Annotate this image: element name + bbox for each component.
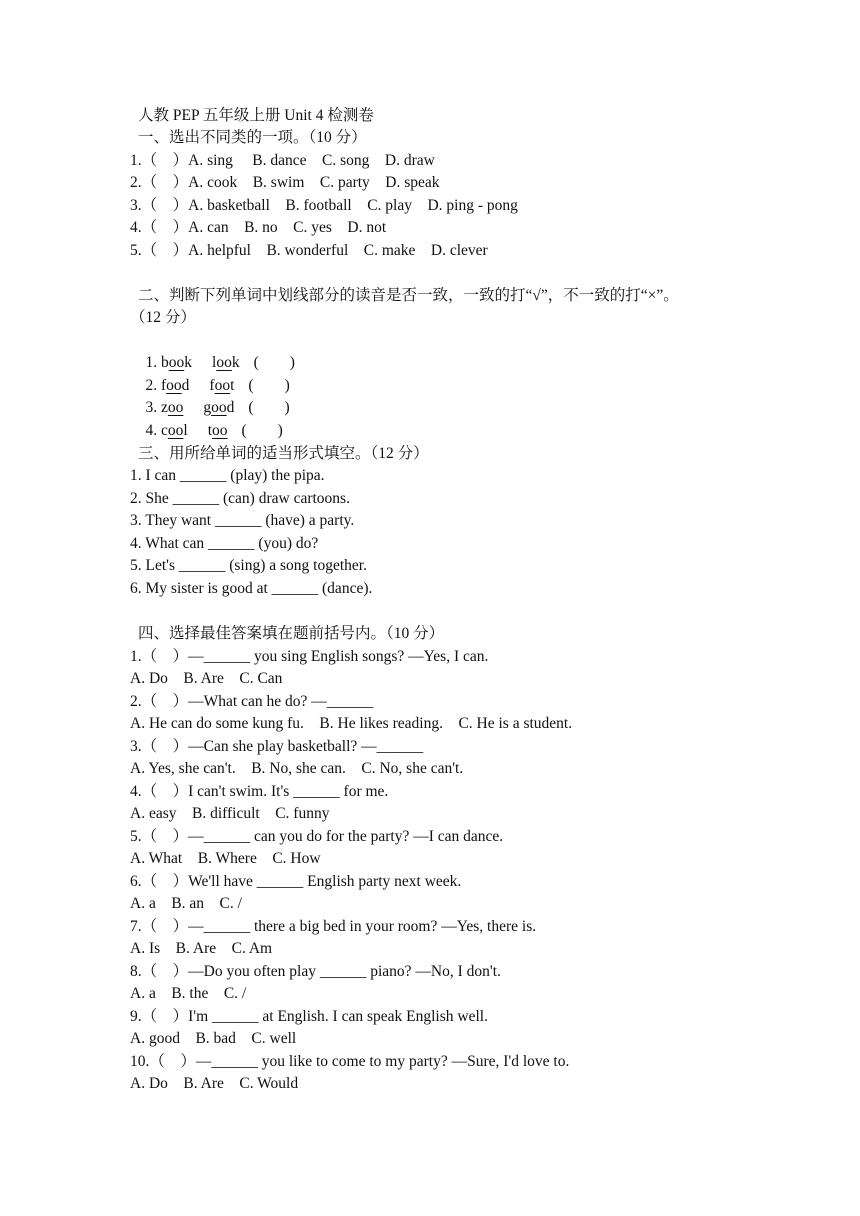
answer-options: A. a B. the C. / <box>130 985 247 1002</box>
answer-brackets: ( ) <box>241 422 283 439</box>
question-item: 8.（ ）—Do you often play ______ piano? —No, I don't. <box>130 963 501 980</box>
answer-brackets: ( ) <box>248 399 290 416</box>
word-2-start: l <box>212 354 217 371</box>
question-item: 6. My sister is good at ______ (dance). <box>130 580 373 597</box>
word-2-underlined: oo <box>216 354 232 371</box>
word-1-underlined: oo <box>168 354 185 371</box>
word-2-start: f <box>209 377 215 394</box>
question-item: 2. She ______ (can) draw cartoons. <box>130 490 350 507</box>
word-2-underlined: oo <box>214 377 231 394</box>
word-1-underlined: oo <box>167 422 184 439</box>
phonics-item <box>130 353 290 394</box>
item-number: 2. <box>145 377 161 394</box>
word-2-start: t <box>207 422 213 439</box>
section-4-heading: 四、选择最佳答案填在题前括号内。（10 分） <box>138 625 445 642</box>
word-1-underlined: oo <box>167 399 184 416</box>
question-item: 4.（ ）A. can B. no C. yes D. not <box>130 219 387 236</box>
section-3-heading: 三、用所给单词的适当形式填空。（12 分） <box>138 445 429 462</box>
word-2-end: k <box>231 354 240 371</box>
question-item: 3. They want ______ (have) a party. <box>130 512 355 529</box>
answer-options: A. Do B. Are C. Would <box>130 1075 299 1092</box>
question-item: 2.（ ）—What can he do? —______ <box>130 693 374 710</box>
word-2-underlined: oo <box>212 422 228 439</box>
phonics-item <box>130 398 283 439</box>
question-item: 7.（ ）—______ there a big bed in your room? —Yes, there is. <box>130 918 537 935</box>
question-item: 9.（ ）I'm ______ at English. I can speak English well. <box>130 1008 488 1025</box>
answer-options: A. What B. Where C. How <box>130 850 321 867</box>
question-item: 3.（ ）—Can she play basketball? —______ <box>130 738 424 755</box>
word-2-end: d <box>226 399 235 416</box>
word-1-start: b <box>161 354 169 371</box>
question-item: 1.（ ）—______ you sing English songs? —Yes, I can. <box>130 648 489 665</box>
question-item: 5.（ ）—______ can you do for the party? —I can dance. <box>130 828 504 845</box>
question-item: 1.（ ）A. sing B. dance C. song D. draw <box>130 152 435 169</box>
word-2-start: g <box>203 399 212 416</box>
section-2-heading: 二、判断下列单词中划线部分的读音是否一致，一致的打“√”，不一致的打“×”。 <box>138 287 679 304</box>
answer-options: A. good B. bad C. well <box>130 1030 297 1047</box>
word-1-underlined: oo <box>166 377 182 394</box>
page-title: 人教 PEP 五年级上册 Unit 4 检测卷 <box>138 107 374 124</box>
section-1-heading: 一、选出不同类的一项。（10 分） <box>138 129 367 146</box>
word-1-end: l <box>183 422 188 439</box>
answer-options: A. a B. an C. / <box>130 895 242 912</box>
word-1-start: z <box>161 399 168 416</box>
word-1-start: f <box>161 377 167 394</box>
word-1-end: d <box>181 377 190 394</box>
question-item: 6.（ ）We'll have ______ English party next week. <box>130 873 462 890</box>
word-2-end: t <box>230 377 235 394</box>
word-1-end: k <box>184 354 192 371</box>
question-item: 2.（ ）A. cook B. swim C. party D. speak <box>130 174 440 191</box>
answer-options: A. Yes, she can't. B. No, she can. C. No, she can't. <box>130 760 464 777</box>
question-item: 5. Let's ______ (sing) a song together. <box>130 557 367 574</box>
answer-options: A. easy B. difficult C. funny <box>130 805 330 822</box>
question-item: 4. What can ______ (you) do? <box>130 535 319 552</box>
item-number: 1. <box>145 354 161 371</box>
phonics-item <box>130 375 290 416</box>
answer-options: A. Is B. Are C. Am <box>130 940 273 957</box>
word-1-start: c <box>161 422 168 439</box>
answer-options: A. Do B. Are C. Can <box>130 670 283 687</box>
section-2-heading-cont: （12 分） <box>130 309 196 326</box>
question-item: 5.（ ）A. helpful B. wonderful C. make D. clever <box>130 242 488 259</box>
question-item: 3.（ ）A. basketball B. football C. play D. ping - pong <box>130 197 518 214</box>
answer-options: A. He can do some kung fu. B. He likes reading. C. He is a student. <box>130 715 573 732</box>
question-item: 4.（ ）I can't swim. It's ______ for me. <box>130 783 389 800</box>
word-2-underlined: oo <box>211 399 227 416</box>
item-number: 4. <box>145 422 161 439</box>
phonics-item <box>130 330 295 371</box>
answer-brackets: ( ) <box>248 377 290 394</box>
question-item: 1. I can ______ (play) the pipa. <box>130 467 325 484</box>
question-item: 10.（ ）—______ you like to come to my party? —Sure, I'd love to. <box>130 1053 570 1070</box>
item-number: 3. <box>145 399 161 416</box>
answer-brackets: ( ) <box>253 354 295 371</box>
